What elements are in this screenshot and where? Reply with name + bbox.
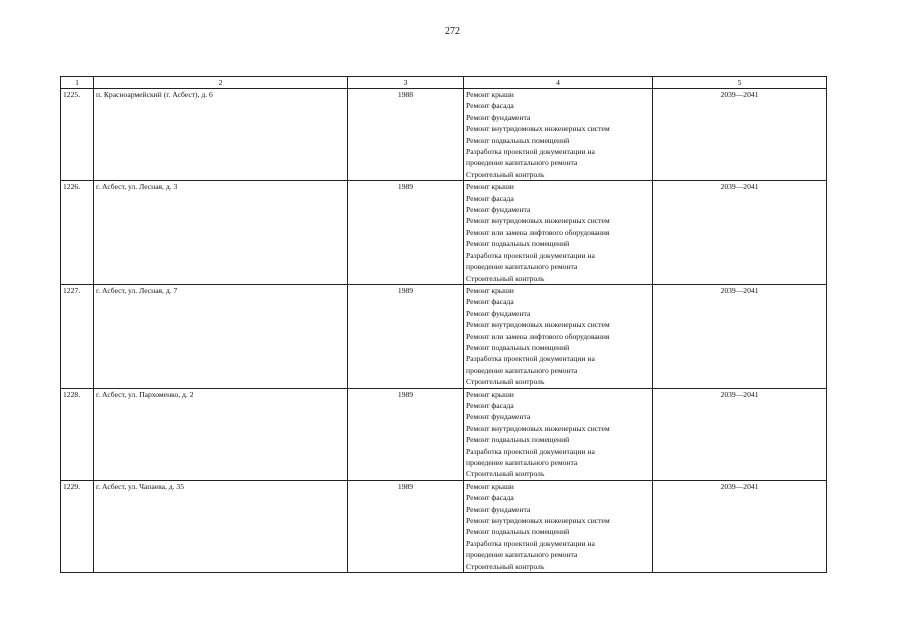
repair-work-item: Ремонт подвальных помещений	[466, 527, 570, 537]
repair-works	[464, 181, 653, 285]
repair-work-item: Ремонт фундамента	[466, 112, 531, 122]
repair-work-item: Ремонт подвальных помещений	[466, 135, 570, 145]
column-number-3: 3	[348, 77, 464, 89]
row-number: 1227.	[61, 284, 94, 388]
repair-work-item: Ремонт или замена лифтового оборудования	[466, 227, 610, 237]
repair-period: 2039—2041	[653, 480, 827, 572]
repair-work-item: Ремонт крыши	[466, 481, 514, 491]
repair-work-item: Разработка проектной документации на	[466, 446, 595, 456]
building-address: г. Асбест, ул. Чапаева, д. 35	[94, 480, 348, 572]
column-number-5: 5	[653, 77, 827, 89]
repair-work-item: Ремонт подвальных помещений	[466, 435, 570, 445]
row-number: 1226.	[61, 181, 94, 285]
repair-works	[464, 388, 653, 480]
repair-work-item: проведение капитального ремонта	[466, 365, 578, 375]
repair-schedule-table	[60, 76, 827, 573]
construction-year: 1989	[348, 284, 464, 388]
column-number-row	[61, 77, 827, 89]
repair-work-item: проведение капитального ремонта	[466, 158, 578, 168]
column-number-4: 4	[464, 77, 653, 89]
repair-work-item: Ремонт внутридомовых инженерных систем	[466, 320, 610, 330]
repair-work-item: Ремонт фасада	[466, 193, 514, 203]
repair-work-item: Ремонт крыши	[466, 90, 514, 99]
repair-period: 2039—2041	[653, 89, 827, 181]
repair-work-item: Ремонт внутридомовых инженерных систем	[466, 516, 610, 526]
repair-work-item: проведение капитального ремонта	[466, 550, 578, 560]
table-row	[61, 480, 827, 572]
construction-year: 1989	[348, 388, 464, 480]
repair-work-item: Ремонт фундамента	[466, 504, 531, 514]
table-row	[61, 284, 827, 388]
repair-work-item: Строительный контроль	[466, 561, 545, 571]
table-row	[61, 388, 827, 480]
repair-work-item: Ремонт фундамента	[466, 308, 531, 318]
repair-period: 2039—2041	[653, 181, 827, 285]
column-number-2: 2	[94, 77, 348, 89]
repair-work-item: Ремонт подвальных помещений	[466, 239, 570, 249]
building-address: г. Асбест, ул. Лесная, д. 7	[94, 284, 348, 388]
repair-work-item: Ремонт фундамента	[466, 412, 531, 422]
repair-work-item: Ремонт фасада	[466, 297, 514, 307]
repair-work-item: Ремонт внутридомовых инженерных систем	[466, 216, 610, 226]
row-number: 1228.	[61, 388, 94, 480]
table-row	[61, 89, 827, 181]
repair-work-item: Ремонт внутридомовых инженерных систем	[466, 124, 610, 134]
repair-work-item: проведение капитального ремонта	[466, 262, 578, 272]
repair-work-item: Ремонт фундамента	[466, 205, 531, 215]
repair-work-item: Разработка проектной документации на	[466, 250, 595, 260]
construction-year: 1989	[348, 480, 464, 572]
repair-work-item: Ремонт фасада	[466, 400, 514, 410]
repair-period: 2039—2041	[653, 388, 827, 480]
row-number: 1225.	[61, 89, 94, 181]
repair-work-item: Разработка проектной документации на	[466, 147, 595, 157]
repair-work-item: Ремонт крыши	[466, 389, 514, 399]
repair-work-item: Ремонт фасада	[466, 101, 514, 111]
row-number: 1229.	[61, 480, 94, 572]
repair-work-item: Ремонт подвальных помещений	[466, 342, 570, 352]
page-number: 272	[445, 26, 460, 37]
repair-work-item: Разработка проектной документации на	[466, 354, 595, 364]
construction-year: 1989	[348, 181, 464, 285]
building-address: г. Асбест, ул. Лесная, д. 3	[94, 181, 348, 285]
construction-year: 1988	[348, 89, 464, 181]
table-row	[61, 181, 827, 285]
column-number-1: 1	[61, 77, 94, 89]
repair-work-item: Строительный контроль	[466, 273, 545, 283]
repair-works	[464, 284, 653, 388]
repair-works	[464, 480, 653, 572]
repair-period: 2039—2041	[653, 284, 827, 388]
repair-work-item: Строительный контроль	[466, 469, 545, 479]
building-address: п. Красноармейский (г. Асбест), д. 6	[94, 89, 348, 181]
repair-work-item: Разработка проектной документации на	[466, 538, 595, 548]
building-address: г. Асбест, ул. Пархоменко, д. 2	[94, 388, 348, 480]
repair-work-item: Строительный контроль	[466, 169, 545, 179]
repair-work-item: Ремонт внутридомовых инженерных систем	[466, 423, 610, 433]
repair-work-item: Ремонт крыши	[466, 285, 514, 295]
repair-work-item: Строительный контроль	[466, 377, 545, 387]
repair-work-item: проведение капитального ремонта	[466, 458, 578, 467]
repair-work-item: Ремонт крыши	[466, 182, 514, 192]
repair-work-item: Ремонт фасада	[466, 493, 514, 503]
repair-work-item: Ремонт или замена лифтового оборудования	[466, 331, 610, 341]
repair-works	[464, 89, 653, 181]
